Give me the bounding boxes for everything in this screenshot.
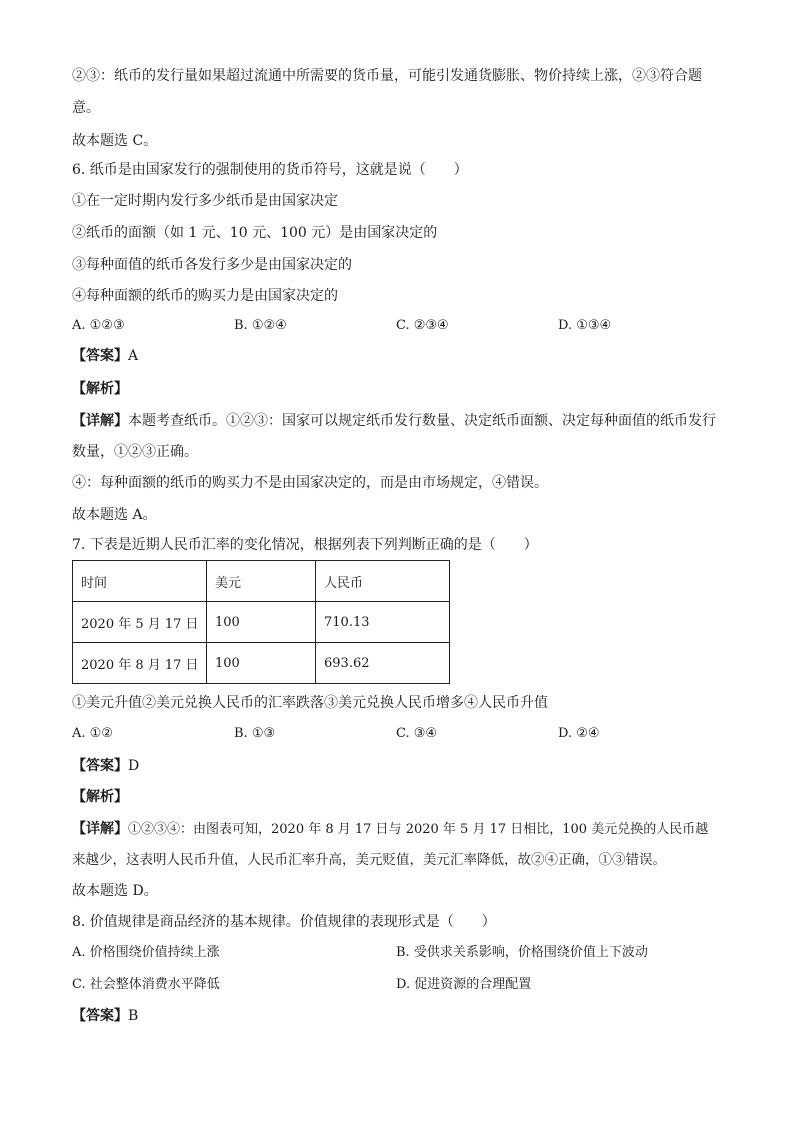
- q7-items: ①美元升值②美元兑换人民币的汇率跌落③美元兑换人民币增多④人民币升值: [72, 695, 548, 711]
- q7-option-a: A. ①②: [72, 726, 113, 741]
- q6-option-c: C. ②③④: [396, 318, 449, 333]
- q7-answer-value: D: [128, 758, 140, 774]
- q8-option-a: A. 价格围绕价值持续上涨: [72, 945, 220, 960]
- q6-item-2: ②纸币的面额（如 1 元、10 元、100 元）是由国家决定的: [72, 225, 438, 241]
- q6-analysis-tag: [72, 379, 722, 399]
- q8-answer-value: B: [128, 1008, 139, 1024]
- q7-detail-line1: [72, 819, 722, 840]
- q5-conclusion: 故本题选 C。: [72, 133, 158, 149]
- table-header-cell: 时间: [73, 561, 207, 602]
- q5-detail-line1: ②③：纸币的发行量如果超过流通中所需要的货币量，可能引发通货膨胀、物价持续上涨，②③符合题: [72, 68, 702, 84]
- table-header-cell: 美元: [207, 561, 316, 602]
- q7-stem: 7. 下表是近期人民币汇率的变化情况，根据列表下列判断正确的是（ ）: [72, 537, 538, 553]
- q7-option-c: C. ③④: [396, 726, 438, 741]
- q6-detail-line1: [72, 411, 722, 431]
- q7-detail-tag: 【详解】: [72, 821, 128, 837]
- table-row: [73, 643, 450, 684]
- q6-detail-text: 本题考查纸币。①②③：国家可以规定纸币发行数量、决定纸币面额、决定每种面值的纸币发行: [128, 413, 716, 429]
- table-cell: 2020 年 5 月 17 日: [73, 602, 207, 643]
- q7-answer: [72, 756, 722, 776]
- table-row: [73, 602, 450, 643]
- q6-option-b: B. ①②④: [234, 318, 287, 333]
- q6-item-3: ③每种面值的纸币各发行多少是由国家决定的: [72, 257, 352, 273]
- q6-conclusion: 故本题选 A。: [72, 507, 157, 523]
- q6-stem: 6. 纸币是由国家发行的强制使用的货币符号，这就是说（ ）: [72, 162, 468, 178]
- q6-option-a: A. ①②③: [72, 318, 125, 333]
- q8-stem: 8. 价值规律是商品经济的基本规律。价值规律的表现形式是（ ）: [72, 914, 496, 930]
- q6-detail-line2: 数量，①②③正确。: [72, 444, 198, 460]
- q6-answer-tag: 【答案】: [72, 348, 128, 364]
- q8-answer-tag: 【答案】: [72, 1008, 128, 1024]
- q7-analysis-label: 【解析】: [72, 789, 128, 805]
- table-cell: 100: [207, 602, 316, 643]
- q6-detail-tag: 【详解】: [72, 413, 128, 429]
- q7-detail-line2: 来越少，这表明人民币升值，人民币汇率升高，美元贬值，美元汇率降低，故②④正确，①③错误。: [72, 852, 666, 868]
- q7-option-d: D. ②④: [558, 726, 600, 741]
- q7-detail-text: ①②③④：由图表可知，2020 年 8 月 17 日与 2020 年 5 月 17 日相比，100 美元兑换的人民币越: [128, 822, 709, 837]
- q7-conclusion: 故本题选 D。: [72, 883, 158, 899]
- q6-option-d: D. ①③④: [558, 318, 612, 333]
- q6-answer-value: A: [128, 348, 139, 364]
- exchange-rate-table: [72, 560, 450, 684]
- q7-answer-tag: 【答案】: [72, 758, 128, 774]
- table-cell: 100: [207, 643, 316, 684]
- q6-analysis-label: 【解析】: [72, 381, 128, 397]
- q5-detail-line2: 意。: [72, 100, 100, 116]
- table-header-cell: 人民币: [316, 561, 450, 602]
- table-cell: 710.13: [316, 602, 450, 643]
- q6-item-4: ④每种面额的纸币的购买力是由国家决定的: [72, 288, 338, 304]
- table-cell: 693.62: [316, 643, 450, 684]
- q7-analysis-tag: [72, 787, 722, 807]
- table-cell: 2020 年 8 月 17 日: [73, 643, 207, 684]
- q8-option-b: B. 受供求关系影响，价格围绕价值上下波动: [396, 945, 648, 960]
- q7-option-b: B. ①③: [234, 726, 276, 741]
- q8-answer: [72, 1006, 722, 1026]
- q6-answer: [72, 346, 722, 366]
- table-header-row: [73, 561, 450, 602]
- q8-option-c: C. 社会整体消费水平降低: [72, 977, 220, 992]
- q8-option-d: D. 促进资源的合理配置: [396, 977, 532, 992]
- q6-item-1: ①在一定时期内发行多少纸币是由国家决定: [72, 193, 338, 209]
- q6-detail-line3: ④：每种面额的纸币的购买力不是由国家决定的，而是由市场规定，④错误。: [72, 475, 548, 491]
